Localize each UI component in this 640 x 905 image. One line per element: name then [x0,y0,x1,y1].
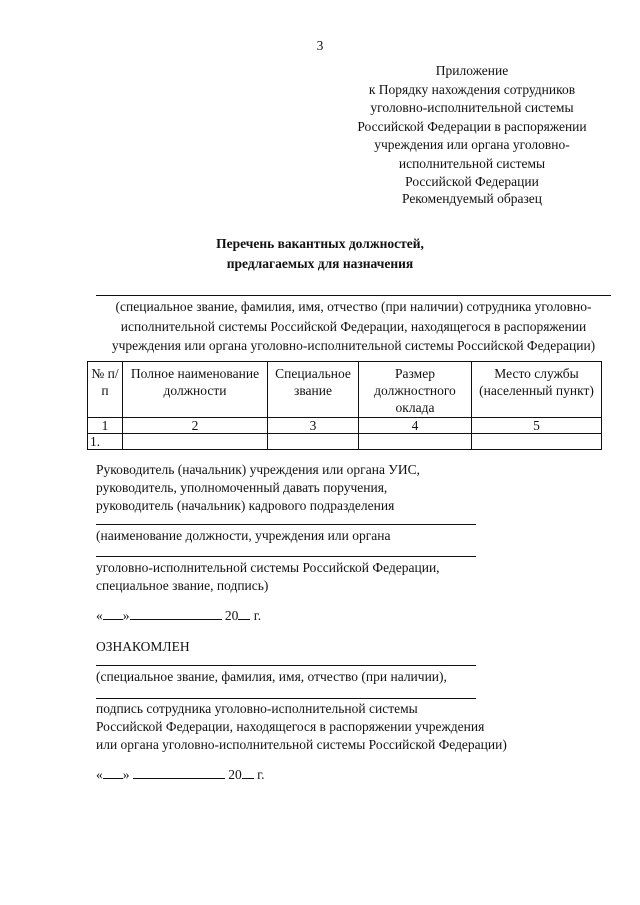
column-number: 2 [123,418,268,434]
table-header-row [88,362,602,418]
manager-line: руководитель, уполномоченный давать поручения, [96,480,388,495]
date-line-1 [96,607,261,625]
vacancies-table [87,361,602,450]
table-cell: 1. [88,434,123,450]
column-number: 4 [359,418,472,434]
employee-caption-line: (специальное звание, фамилия, имя, отчество (при наличии) сотрудника уголовно- [115,299,592,314]
column-number: 3 [268,418,359,434]
date-line-2 [96,766,265,784]
month-blank [130,607,222,620]
appendix-line: учреждения или органа уголовно- [374,137,570,152]
manager-caption-2 [96,559,616,595]
acquainted-caption-line: (специальное звание, фамилия, имя, отчество (при наличии), [96,669,447,684]
title-line-2: предлагаемых для назначения [226,256,414,271]
employee-caption-line: исполнительной системы Российской Федерации, находящегося в распоряжении [120,318,587,334]
manager-block [96,461,616,515]
employee-fill-line [96,295,611,296]
manager-line: руководитель (начальник) кадрового подразделения [96,498,395,513]
year-blank [238,607,250,620]
header-cell-number: № п/п [88,362,123,418]
acquainted-caption-2 [96,700,616,754]
date-open-quote: « [96,767,103,782]
appendix-line: Приложение [435,63,509,78]
appendix-line: Российской Федерации [405,174,539,189]
year-prefix: 20 [224,608,239,623]
acquainted-fill-line-2 [96,698,476,699]
appendix-line: уголовно-исполнительной системы [370,100,574,115]
manager-line: Руководитель (начальник) учреждения или органа УИС, [96,462,420,477]
manager-caption-1 [96,527,616,545]
date-open-quote: « [96,608,103,623]
employee-caption-line: учреждения или органа уголовно-исполнительной системы Российской Федерации) [111,338,596,353]
date-close-quote: » [122,608,130,623]
table-cell [123,434,268,450]
date-close-quote: » [122,767,130,782]
column-number: 1 [88,418,123,434]
acquainted-caption-line: или органа уголовно-исполнительной системы Российской Федерации) [96,737,507,752]
month-blank [133,766,225,779]
year-prefix: 20 [228,767,242,782]
document-title [0,234,640,274]
acquainted-caption-1 [96,668,616,686]
column-number-row [88,418,602,434]
acquainted-caption-line: подпись сотрудника уголовно-исполнительной системы [96,701,418,716]
table-cell [268,434,359,450]
header-cell-rank: Специальное звание [268,362,359,418]
acquainted-fill-line-1 [96,665,476,666]
acquainted-caption-line: Российской Федерации, находящегося в распоряжении учреждения [96,719,485,734]
year-suffix: г. [253,608,262,623]
day-blank [103,607,123,620]
year-suffix: г. [257,767,265,782]
title-line-1: Перечень вакантных должностей, [216,236,424,251]
table-cell [359,434,472,450]
manager-fill-line-1 [96,524,476,525]
manager-fill-line-2 [96,556,476,557]
acquainted-text: ОЗНАКОМЛЕН [96,639,190,654]
acquainted-label [96,638,616,656]
column-number: 5 [472,418,602,434]
page-number: 3 [316,38,324,53]
manager-caption-line: уголовно-исполнительной системы Российской Федерации, [96,560,440,575]
header-cell-position: Полное наименование должности [123,362,268,418]
appendix-line: Российской Федерации в распоряжении [357,118,587,134]
sample-label: Рекомендуемый образец [401,191,542,206]
appendix-line: исполнительной системы [398,155,546,171]
manager-caption-line: (наименование должности, учреждения или органа [96,528,391,543]
appendix-line: к Порядку нахождения сотрудников [368,81,576,97]
manager-caption-line: специальное звание, подпись) [96,578,269,593]
table-cell [472,434,602,450]
employee-caption [96,297,611,356]
table-row [88,434,602,450]
header-cell-location: Место службы (населенный пункт) [472,362,602,418]
appendix-header [340,62,604,192]
year-blank [242,766,254,779]
day-blank [103,766,123,779]
header-cell-salary: Размер должностного оклада [359,362,472,418]
